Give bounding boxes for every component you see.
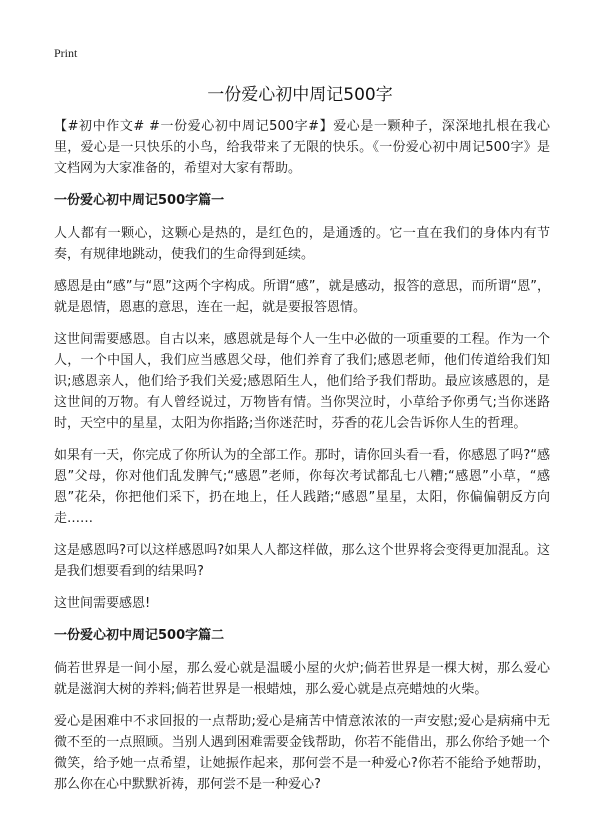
intro-paragraph: 【#初中作文# #一份爱心初中周记500字#】爱心是一颗种子，深深地扎根在我心里，爱心是一只快乐的小鸟，给我带来了无限的快乐。《一份爱心初中周记500字》是文档网为大家准备的，希望对大家有帮助。 <box>54 119 550 176</box>
print-link[interactable]: Print <box>54 46 78 60</box>
section-1-paragraph-3: 这世间需要感恩。自古以来，感恩就是每个人一生中必做的一项重要的工程。作为一个人，一个中国人，我们应当感恩父母，他们养育了我们;感恩老师，他们传道给我们知识;感恩亲人，他们给予我们关爱;感恩陌生人，他们给予我们帮助。最应该感恩的，是这世间的万物。有人曾经说过，万物皆有情。当你哭泣时，小草给予你勇气;当你迷路时，天空中的星星，太阳为你指路;当你迷茫时，芬香的花儿会告诉你人生的哲理。 <box>54 332 550 431</box>
section-heading-1: 一份爱心初中周记500字篇一 <box>54 193 225 208</box>
section-heading-2: 一份爱心初中周记500字篇二 <box>54 628 225 643</box>
section-2-paragraph-2: 爱心是困难中不求回报的一点帮助;爱心是痛苦中情意浓浓的一声安慰;爱心是病痛中无微不至的一点照顾。当别人遇到困难需要金钱帮助，你若不能借出，那么你给予她一个微笑，给予她一点希望，让她振作起来，那何尝不是一种爱心?你若不能给予她帮助，那么你在心中默默祈祷，那何尝不是一种爱心? <box>54 714 550 792</box>
page-title: 一份爱心初中周记500字 <box>207 85 393 105</box>
section-1-paragraph-1: 人人都有一颗心，这颗心是热的，是红色的，是通透的。它一直在我们的身体内有节奏，有规律地跳动，使我们的生命得到延续。 <box>54 226 550 262</box>
section-2-paragraph-1: 倘若世界是一间小屋，那么爱心就是温暖小屋的火炉;倘若世界是一棵大树，那么爱心就是滋润大树的养料;倘若世界是一根蜡烛，那么爱心就是点亮蜡烛的火柴。 <box>54 661 550 697</box>
section-1-paragraph-5: 这是感恩吗?可以这样感恩吗?如果人人都这样做，那么这个世界将会变得更加混乱。这是我们想要看到的结果吗? <box>54 543 550 579</box>
section-1-paragraph-2: 感恩是由“感”与“恩”这两个字构成。所谓“感”，就是感动，报答的意思，而所谓“恩”，就是恩情，恩惠的意思，连在一起，就是要报答恩情。 <box>54 279 550 315</box>
section-1-paragraph-4: 如果有一天，你完成了你所认为的全部工作。那时，请你回头看一看，你感恩了吗?“感恩”父母，你对他们乱发脾气;“感恩”老师，你每次考试都乱七八糟;“感恩”小草，“感恩”花朵，你把他们采下，扔在地上，任人践踏;“感恩”星星，太阳，你偏偏朝反方向走…… <box>54 448 550 526</box>
article-body <box>54 116 550 806</box>
section-1-paragraph-6: 这世间需要感恩! <box>54 596 151 611</box>
